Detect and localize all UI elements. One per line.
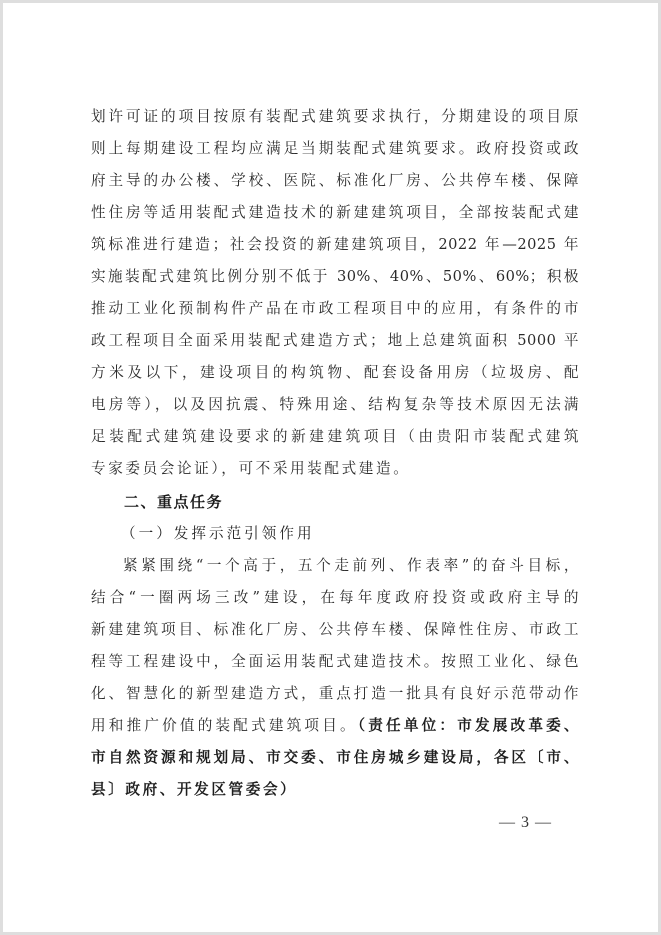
body-text-line: 实施装配式建筑比例分别不低于 30%、40%、50%、60%；积极 bbox=[91, 268, 579, 285]
body-text-line: 划许可证的项目按原有装配式建筑要求执行，分期建设的项目原 bbox=[91, 108, 579, 125]
body-text-line: 化、智慧化的新型建造方式，重点打造一批具有良好示范带动作 bbox=[91, 685, 579, 702]
body-text-line: 政工程项目全面采用装配式建造方式；地上总建筑面积 5000 平 bbox=[91, 332, 579, 349]
body-text-line: 紧紧围绕“一个高于，五个走前列、作表率”的奋斗目标， bbox=[123, 557, 579, 574]
body-text-line bbox=[91, 715, 579, 737]
section-heading: 二、重点任务 bbox=[124, 493, 224, 511]
subsection-heading: （一）发挥示范引领作用 bbox=[121, 525, 315, 542]
body-text-line: 足装配式建筑建设要求的新建建筑项目（由贵阳市装配式建筑 bbox=[91, 428, 579, 445]
body-text-line: 新建建筑项目、标准化厂房、公共停车楼、保障性住房、市政工 bbox=[91, 621, 579, 638]
body-text-line: 性住房等适用装配式建造技术的新建建筑项目，全部按装配式建 bbox=[91, 204, 579, 221]
body-text-line: 筑标准进行建造；社会投资的新建建筑项目，2022 年—2025 年 bbox=[91, 236, 579, 253]
responsible-units-label: （责任单位：市发展改革委、 bbox=[357, 717, 579, 734]
body-text-line: 电房等），以及因抗震、特殊用途、结构复杂等技术原因无法满 bbox=[91, 396, 579, 413]
body-text-line: 推动工业化预制构件产品在市政工程项目中的应用，有条件的市 bbox=[91, 300, 579, 317]
body-text-line: 府主导的办公楼、学校、医院、标准化厂房、公共停车楼、保障 bbox=[91, 172, 579, 189]
body-text-line: 结合“一圈两场三改”建设，在每年度政府投资或政府主导的 bbox=[91, 589, 579, 606]
document-page bbox=[3, 3, 658, 932]
body-text-span: 用和推广价值的装配式建筑项目。 bbox=[91, 717, 358, 734]
page-number: — 3 — bbox=[499, 814, 552, 831]
body-text-line: 则上每期建设工程均应满足当期装配式建筑要求。政府投资或政 bbox=[91, 140, 579, 157]
body-text-line: 方米及以下，建设项目的构筑物、配套设备用房（垃圾房、配 bbox=[91, 364, 579, 381]
body-text-line: 专家委员会论证），可不采用装配式建造。 bbox=[91, 460, 411, 477]
responsible-units-line: 市自然资源和规划局、市交委、市住房城乡建设局，各区〔市、 bbox=[91, 749, 579, 766]
responsible-units-line: 县〕政府、开发区管委会） bbox=[91, 781, 298, 798]
body-text-line: 程等工程建设中，全面运用装配式建造技术。按照工业化、绿色 bbox=[91, 653, 579, 670]
